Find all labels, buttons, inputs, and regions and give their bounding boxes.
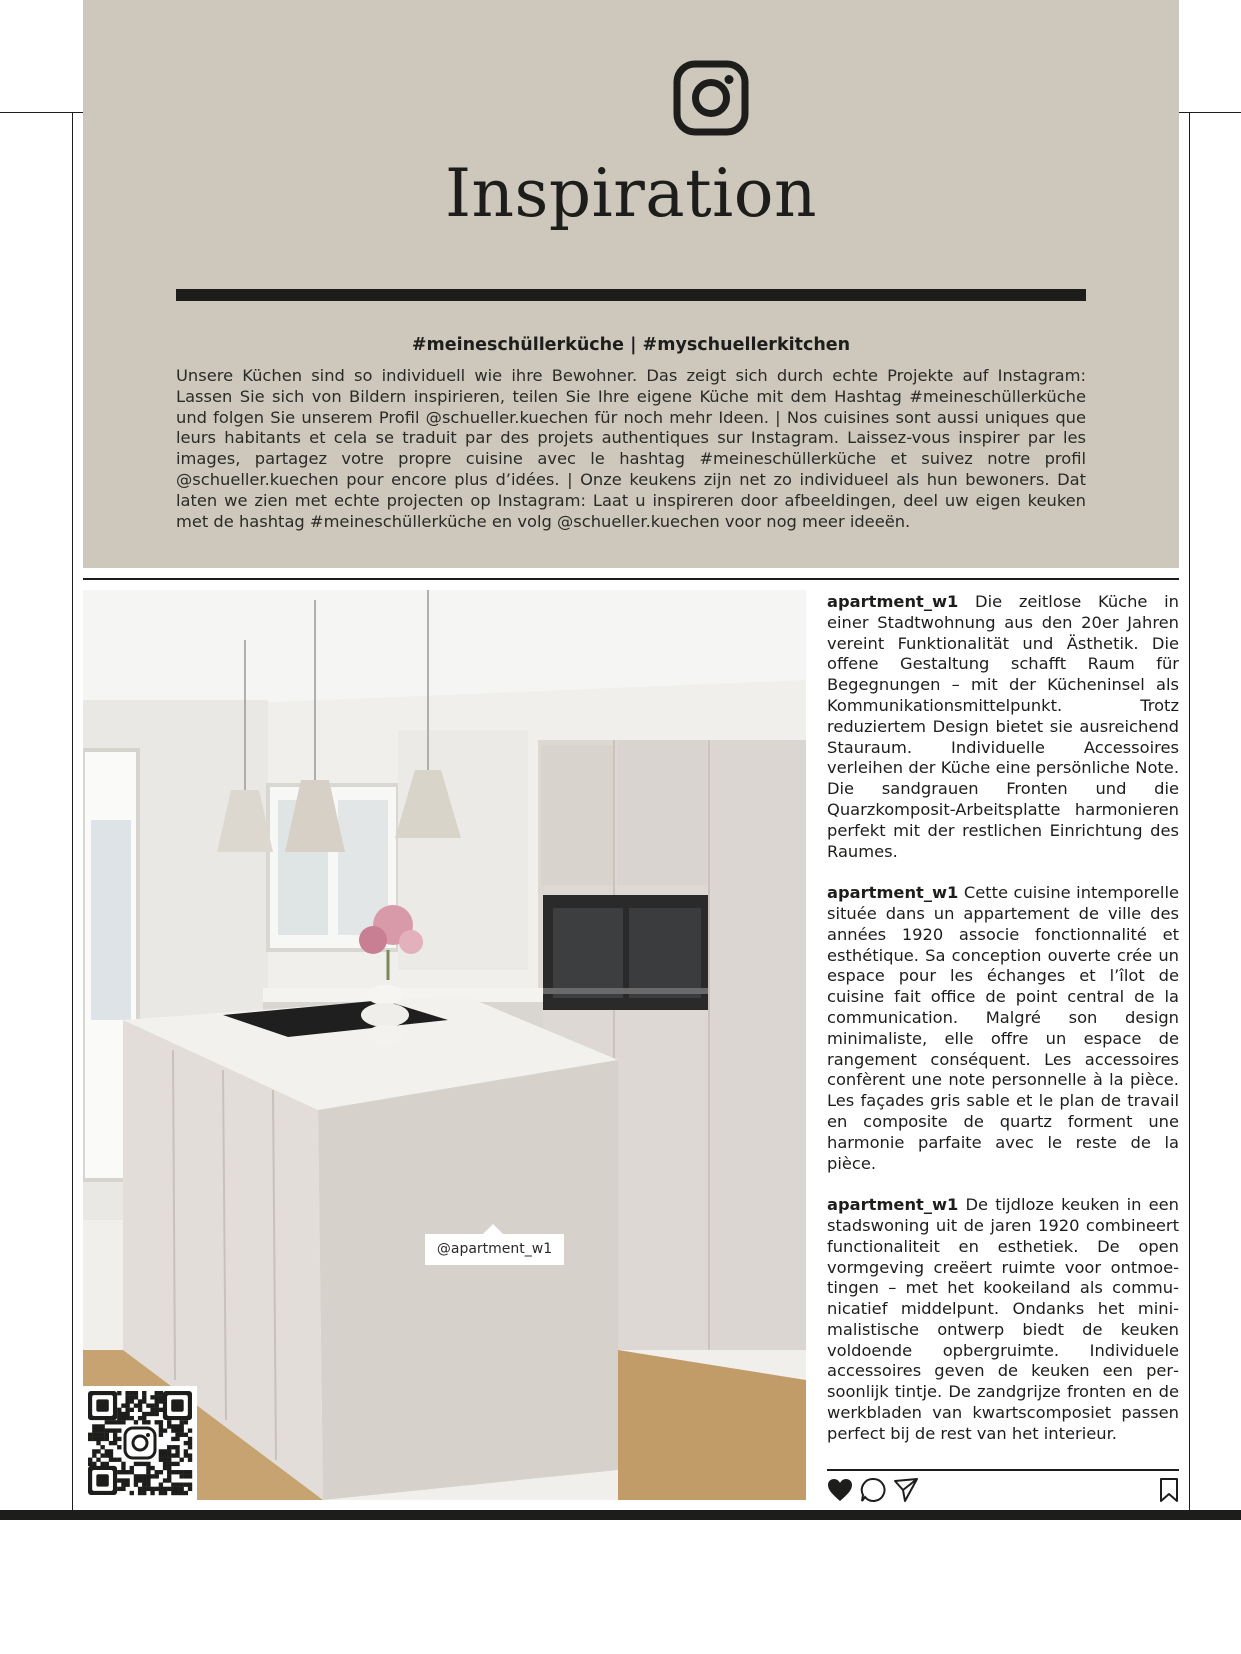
qr-code-icon <box>83 1386 197 1500</box>
caption-text: Cette cuisine intemporelle située dans un appartement de ville des années 1920 associe fonctionnalité et esthétique. Sa conception ouverte crée un espace pour les échanges et l’îlot de cuisine fait office de point central de la communication. Malgré son design minimaliste, elle offre un espace de rangement conséquent. Les accessoires confèrent une note personnelle à la pièce. Les façades gris sable et le plan de travail en composite de quartz forment une harmonie parfaite avec le reste de la pièce. <box>827 883 1179 1173</box>
title-divider <box>176 289 1086 301</box>
caption-username[interactable]: apartment_w1 <box>827 1195 959 1215</box>
intro-text: Unsere Küchen sind so individuell wie ihre Bewohner. Das zeigt sich durch echte Projekte auf Instagram: Lassen Sie sich von Bildern inspirieren, teilen Sie Ihre eigene Küche mit dem Hashtag #meineschüllerküche und folgen Sie unserem Profil @schueller.kuechen für noch mehr Ideen. | Nos cuisines sont aussi uniques que leurs habitants et cela se traduit par des projets authentiques sur Instagram. Laissez-vous inspirer par les images, partagez votre propre cuisine avec le hashtag #meineschüllerküche et suivez notre profil @schueller.kuechen pour encore plus d’idées. | Onze keukens zijn net zo individueel als hun bewoners. Dat laten we zien met echte projecten op Instagram: Laat u inspireren door afbeeldingen, deel uw eigen keuken met de hashtag #meineschüllerküche en volg @schueller.kuechen voor nog meer ideeën. <box>176 366 1086 531</box>
post-top-divider <box>83 578 1179 580</box>
page-bottom-bar <box>0 1510 1241 1520</box>
photo-user-tag[interactable]: @apartment_w1 <box>425 1234 564 1265</box>
caption-french <box>827 883 1179 1174</box>
frame-line-right-vertical <box>1189 112 1190 1510</box>
caption-username[interactable]: apartment_w1 <box>827 592 959 611</box>
kitchen-photo <box>83 590 806 1500</box>
frame-line-left-top <box>0 112 83 113</box>
caption-text: De tijdloze keuken in een stadswoning uit de jaren 1920 combineert functionaliteit en esthetiek. De open vormgeving creëert ruimte voor ontmoetingen – met het kookeiland als communicatief middelpunt. Ondanks het minimalistische ontwerp biedt de keuken voldoende opbergruimte. Individuele accessoires geven de keuken een persoonlijk tintje. De zandgrijze fronten en de werkbladen van kwartscomposiet passen perfect bij de rest van het interieur. <box>827 1195 1179 1443</box>
actions-divider <box>827 1469 1179 1471</box>
page-title: Inspiration <box>444 155 818 232</box>
heart-icon[interactable] <box>826 1476 854 1504</box>
frame-line-left-vertical <box>72 112 73 1510</box>
caption-username[interactable]: apartment_w1 <box>827 883 959 903</box>
instagram-icon <box>673 60 749 136</box>
caption-german <box>827 592 1179 862</box>
hashtag-heading: #meineschüllerküche | #myschuellerkitchen <box>411 335 851 355</box>
caption-dutch <box>827 1195 1179 1445</box>
bookmark-icon[interactable] <box>1157 1476 1181 1504</box>
caption-text: Die zeitlose Küche in einer Stadtwohnung aus den 20er Jahren vereint Funktionalität und Ästhetik. Die offene Gestaltung schafft Raum für Begegnungen – mit der Kücheninsel als Kommunikationsmittelpunkt. Trotz reduziertem Design bietet sie ausreichend Stauraum. Individuelle Accessoires verleihen der Küche eine persönliche Note. Die sandgrauen Fronten und die Quarzkomposit-Arbeitsplatte harmonieren perfekt mit der restlichen Einrichtung des Raumes. <box>827 592 1179 861</box>
post-captions <box>827 592 1179 1465</box>
share-icon[interactable] <box>892 1476 920 1504</box>
comment-icon[interactable] <box>859 1476 887 1504</box>
inspiration-banner <box>83 0 1179 568</box>
